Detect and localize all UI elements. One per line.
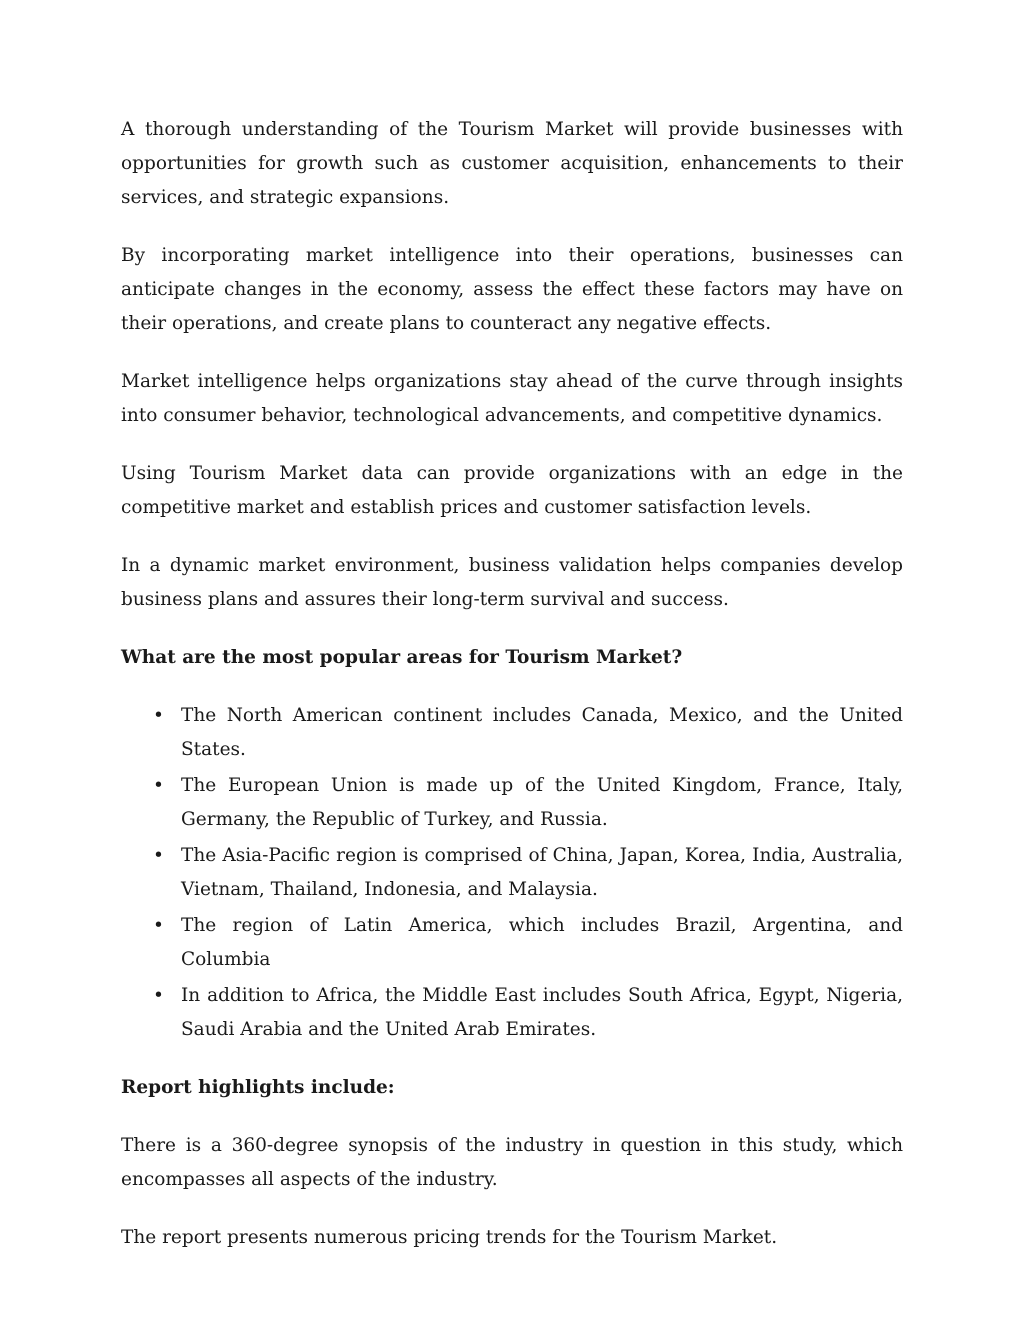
bullet-icon: • bbox=[153, 845, 164, 866]
intro-paragraph-1: A thorough understanding of the Tourism Market will provide businesses with opportunities for growth such as customer acquisition, enhancements to their services, and strategic expansions. bbox=[121, 119, 903, 208]
list-item bbox=[153, 839, 903, 907]
regions-heading: What are the most popular areas for Tourism Market? bbox=[121, 647, 683, 668]
list-item bbox=[153, 699, 903, 767]
region-text: The North American continent includes Canada, Mexico, and the United States. bbox=[181, 705, 903, 760]
document-page bbox=[121, 113, 903, 1279]
intro-paragraph-5: In a dynamic market environment, business validation helps companies develop business plans and assures their long-term survival and success. bbox=[121, 555, 903, 610]
list-item bbox=[153, 979, 903, 1047]
intro-paragraph-2: By incorporating market intelligence into their operations, businesses can anticipate changes in the economy, assess the effect these factors may have on their operations, and create plans to counteract any negative effects. bbox=[121, 245, 903, 334]
bullet-icon: • bbox=[153, 915, 164, 936]
bullet-icon: • bbox=[153, 705, 164, 726]
list-item bbox=[153, 769, 903, 837]
region-text: The region of Latin America, which includes Brazil, Argentina, and Columbia bbox=[181, 915, 903, 970]
region-text: The European Union is made up of the United Kingdom, France, Italy, Germany, the Republic of Turkey, and Russia. bbox=[181, 775, 903, 830]
highlights-paragraph-2: The report presents numerous pricing trends for the Tourism Market. bbox=[121, 1227, 778, 1248]
list-item bbox=[153, 909, 903, 977]
bullet-icon: • bbox=[153, 985, 164, 1006]
region-text: In addition to Africa, the Middle East includes South Africa, Egypt, Nigeria, Saudi Arabia and the United Arab Emirates. bbox=[181, 985, 903, 1040]
bullet-icon: • bbox=[153, 775, 164, 796]
region-text: The Asia-Pacific region is comprised of China, Japan, Korea, India, Australia, Vietnam, Thailand, Indonesia, and Malaysia. bbox=[181, 845, 903, 900]
highlights-paragraph-1: There is a 360-degree synopsis of the industry in question in this study, which encompasses all aspects of the industry. bbox=[121, 1135, 903, 1190]
highlights-heading: Report highlights include: bbox=[121, 1077, 395, 1098]
intro-paragraph-4: Using Tourism Market data can provide organizations with an edge in the competitive market and establish prices and customer satisfaction levels. bbox=[121, 463, 903, 518]
regions-list bbox=[121, 699, 903, 1047]
intro-paragraph-3: Market intelligence helps organizations stay ahead of the curve through insights into consumer behavior, technological advancements, and competitive dynamics. bbox=[121, 371, 903, 426]
